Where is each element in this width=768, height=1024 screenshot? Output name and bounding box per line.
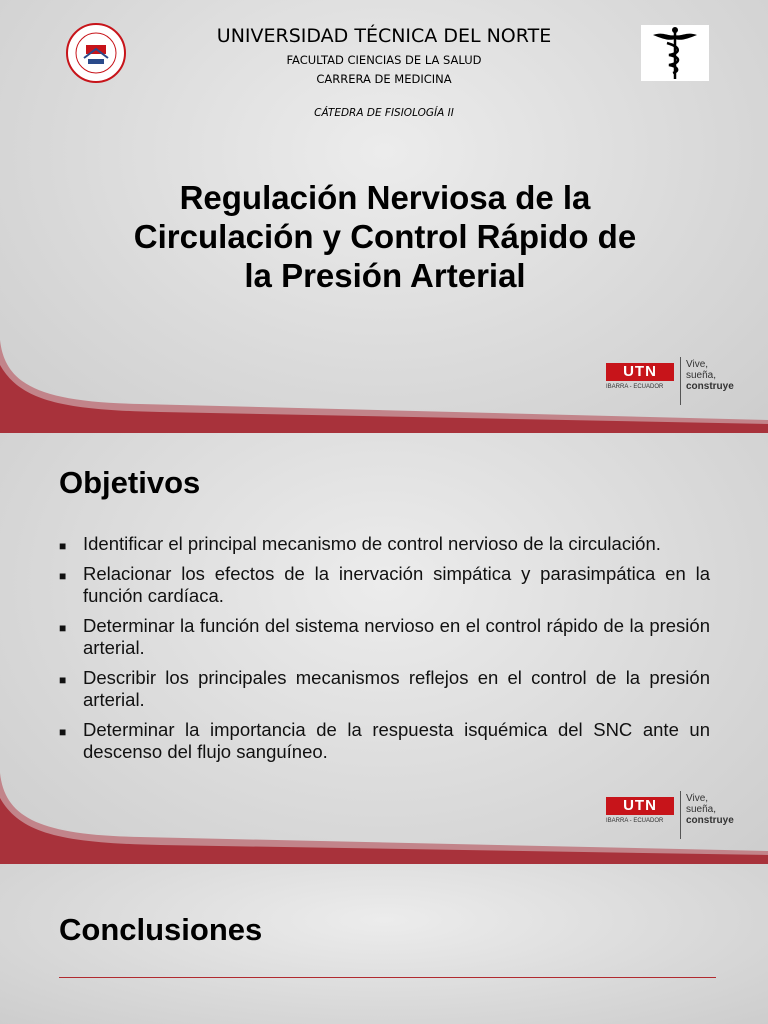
career-name: CARRERA DE MEDICINA bbox=[316, 72, 452, 86]
list-item bbox=[59, 615, 710, 659]
utn-mark: UTN bbox=[606, 363, 674, 381]
caduceus-logo bbox=[641, 25, 709, 81]
list-item-text: Identificar el principal mecanismo de control nervioso de la circulación. bbox=[83, 533, 661, 554]
objectives-list bbox=[59, 533, 710, 771]
objectives-slide bbox=[0, 433, 768, 864]
utn-logo bbox=[606, 791, 756, 845]
section-heading: Objetivos bbox=[59, 465, 201, 500]
list-item-text: Determinar la función del sistema nervioso en el control rápido de la presión arterial. bbox=[83, 615, 710, 658]
tagline-1: Vive, bbox=[686, 359, 709, 370]
utn-logo bbox=[606, 357, 756, 411]
bullet-icon: ■ bbox=[59, 621, 67, 635]
faculty-name: FACULTAD CIENCIAS DE LA SALUD bbox=[286, 53, 482, 67]
presentation-title bbox=[40, 178, 730, 295]
list-item-text: Relacionar los efectos de la inervación simpática y parasimpática en la función cardíaca. bbox=[83, 563, 710, 606]
bullet-icon: ■ bbox=[59, 539, 67, 553]
university-name: UNIVERSIDAD TÉCNICA DEL NORTE bbox=[216, 25, 552, 47]
tagline-2: sueña, bbox=[686, 370, 717, 381]
tagline-3: construye bbox=[686, 381, 734, 392]
list-item bbox=[59, 563, 710, 607]
list-item bbox=[59, 719, 710, 763]
conclusions-slide bbox=[0, 864, 768, 1024]
title-line: la Presión Arterial bbox=[244, 257, 526, 294]
tagline-1: Vive, bbox=[686, 793, 709, 804]
title-slide bbox=[0, 0, 768, 433]
utn-tagline bbox=[686, 793, 734, 826]
section-heading: Conclusiones bbox=[59, 912, 263, 947]
list-item-text: Describir los principales mecanismos reflejos en el control de la presión arterial. bbox=[83, 667, 710, 710]
list-item-text: Determinar la importancia de la respuesta isquémica del SNC ante un descenso del flujo sanguíneo. bbox=[83, 719, 710, 762]
bullet-icon: ■ bbox=[59, 569, 67, 583]
utn-mark: UTN bbox=[606, 797, 674, 815]
utn-tagline bbox=[686, 359, 734, 392]
logo-divider bbox=[680, 357, 681, 405]
tagline-2: sueña, bbox=[686, 804, 717, 815]
chair-name: CÁTEDRA DE FISIOLOGÍA II bbox=[314, 107, 454, 119]
list-item bbox=[59, 533, 710, 555]
bullet-icon: ■ bbox=[59, 725, 67, 739]
utn-location: IBARRA - ECUADOR bbox=[606, 384, 664, 390]
tagline-3: construye bbox=[686, 815, 734, 826]
utn-location: IBARRA - ECUADOR bbox=[606, 818, 664, 824]
bullet-icon: ■ bbox=[59, 673, 67, 687]
divider-line bbox=[59, 977, 716, 978]
logo-divider bbox=[680, 791, 681, 839]
title-line: Circulación y Control Rápido de bbox=[133, 218, 637, 255]
title-line: Regulación Nerviosa de la bbox=[179, 179, 591, 216]
list-item bbox=[59, 667, 710, 711]
caduceus-icon bbox=[641, 25, 709, 81]
